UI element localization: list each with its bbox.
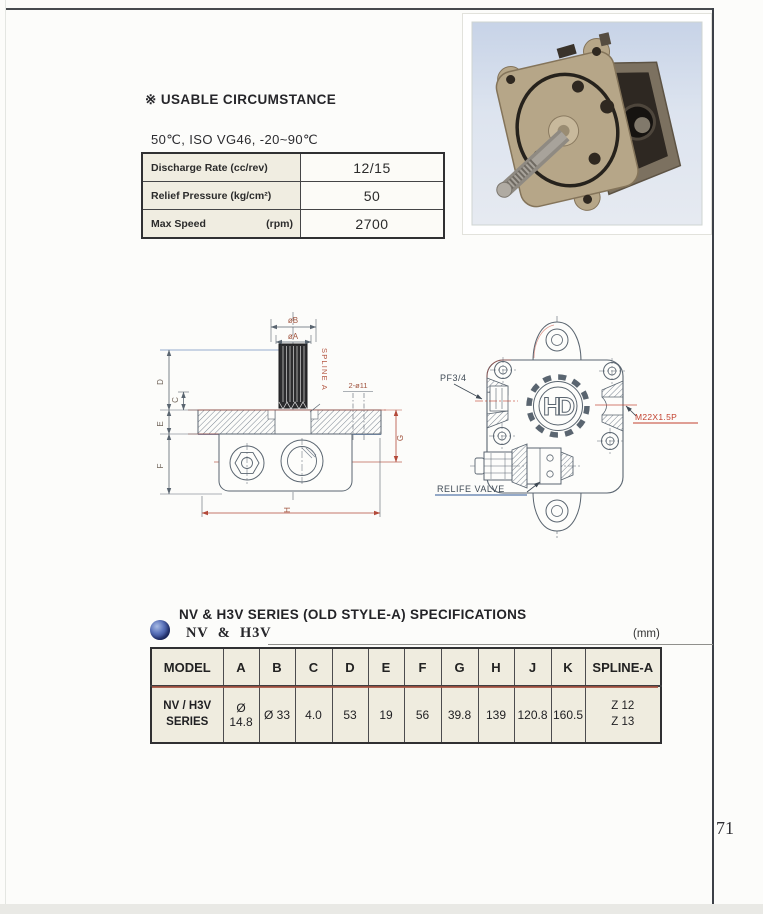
heading-rule bbox=[268, 644, 713, 645]
row-label: Relief Pressure (kg/cm²) bbox=[151, 189, 272, 202]
thread-label: M22X1.5P bbox=[635, 412, 678, 422]
dim-label-e: E bbox=[156, 421, 165, 427]
scan-border-bottom bbox=[0, 904, 763, 914]
spline-line-1: Z 12 bbox=[611, 699, 635, 712]
spec-value-cell: 53 bbox=[332, 686, 368, 743]
spec-value-cell: 39.8 bbox=[441, 686, 478, 743]
spec-value-cell: 139 bbox=[478, 686, 514, 743]
spec-header-cell: K bbox=[551, 648, 585, 686]
dim-label-diameter-b: øB bbox=[287, 316, 299, 325]
spec-header-cell: D bbox=[332, 648, 368, 686]
spec-value-cell: 160.5 bbox=[551, 686, 585, 743]
spline-line-2: Z 13 bbox=[611, 715, 635, 728]
dim-label-spline-a: SPLINE A bbox=[320, 348, 329, 391]
spec-value-cell: Ø 14.8 bbox=[223, 686, 259, 743]
relief-valve-label: RELIFE VALVE bbox=[437, 484, 505, 494]
globe-icon bbox=[150, 620, 170, 640]
table-row bbox=[142, 182, 444, 210]
dim-label-f: F bbox=[156, 463, 165, 469]
spec-model-cell bbox=[151, 686, 223, 743]
model-line-2: SERIES bbox=[166, 715, 209, 728]
spec-header-cell: G bbox=[441, 648, 478, 686]
table-row bbox=[142, 153, 444, 182]
spec-header-cell: C bbox=[295, 648, 332, 686]
side-view-drawing bbox=[152, 298, 410, 543]
usable-circumstance-table bbox=[141, 152, 445, 239]
hd-logo-monogram: HD bbox=[542, 393, 572, 421]
spec-data-row bbox=[151, 686, 661, 743]
spec-header-cell: B bbox=[259, 648, 295, 686]
operating-conditions-text: 50℃, ISO VG46, -20~90℃ bbox=[151, 132, 318, 147]
spec-header-cell: E bbox=[368, 648, 404, 686]
row-label: Max Speed bbox=[151, 217, 206, 230]
dim-label-c: C bbox=[171, 397, 180, 403]
spec-value-cell: 56 bbox=[404, 686, 441, 743]
dim-label-diameter-a: øA bbox=[287, 332, 299, 341]
spec-value-cell: 120.8 bbox=[514, 686, 551, 743]
usable-circumstance-title: ※ USABLE CIRCUMSTANCE bbox=[145, 92, 337, 107]
spec-header-cell: SPLINE-A bbox=[585, 648, 661, 686]
scan-border-top bbox=[6, 8, 714, 10]
spec-value-cell: 19 bbox=[368, 686, 404, 743]
row-label-suffix: (rpm) bbox=[266, 217, 293, 230]
dim-label-g: G bbox=[396, 434, 405, 442]
row-value: 12/15 bbox=[301, 153, 445, 182]
specifications-subtitle: NV & H3V bbox=[186, 625, 272, 641]
row-value: 50 bbox=[301, 182, 445, 210]
table-row bbox=[142, 210, 444, 239]
scan-border-left bbox=[5, 0, 6, 914]
specifications-title: NV & H3V SERIES (OLD STYLE-A) SPECIFICATIONS bbox=[179, 607, 527, 622]
spec-header-cell: J bbox=[514, 648, 551, 686]
dim-label-d: D bbox=[156, 379, 165, 385]
spec-header-row bbox=[151, 648, 661, 686]
pump-photo bbox=[462, 13, 712, 235]
row-label: Discharge Rate (cc/rev) bbox=[151, 161, 268, 174]
spec-header-cell: A bbox=[223, 648, 259, 686]
dim-label-holes: 2-ø11 bbox=[348, 381, 368, 390]
front-view-drawing bbox=[430, 298, 715, 550]
unit-label: (mm) bbox=[633, 628, 660, 640]
spec-value-cell: Ø 33 bbox=[259, 686, 295, 743]
header-separator-redline bbox=[152, 686, 658, 688]
page-number: 71 bbox=[716, 818, 734, 838]
model-line-1: NV / H3V bbox=[163, 699, 212, 712]
spec-header-cell: MODEL bbox=[151, 648, 223, 686]
dim-label-h: H bbox=[283, 507, 292, 513]
pump-photo-image bbox=[463, 14, 711, 234]
port-label: PF3/4 bbox=[440, 373, 467, 383]
spec-value-cell: 4.0 bbox=[295, 686, 332, 743]
spec-header-cell: H bbox=[478, 648, 514, 686]
row-value: 2700 bbox=[301, 210, 445, 239]
specifications-table bbox=[150, 647, 662, 744]
spec-spline-cell bbox=[585, 686, 661, 743]
spec-header-cell: F bbox=[404, 648, 441, 686]
